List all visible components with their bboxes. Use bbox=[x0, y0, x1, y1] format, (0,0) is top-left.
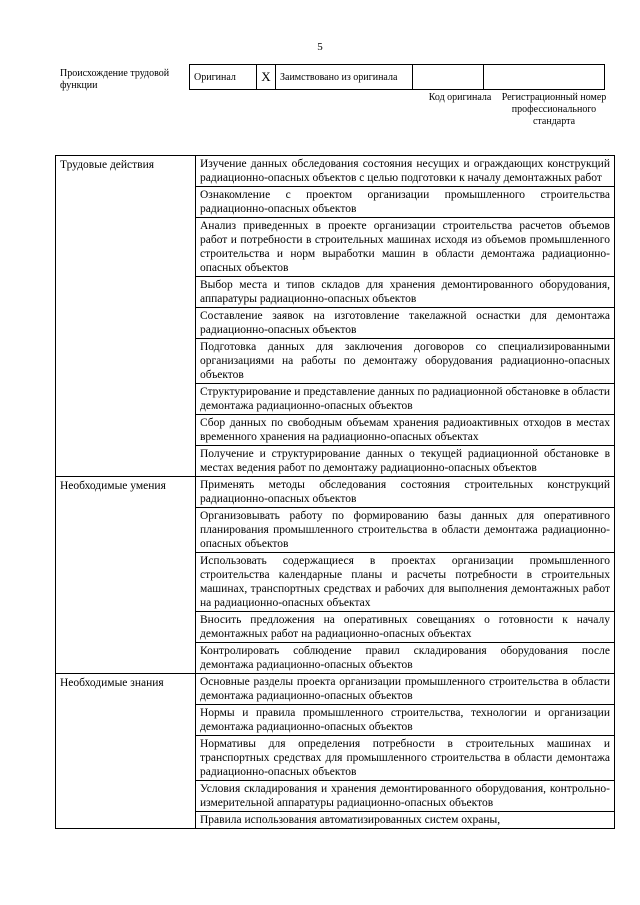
code-label: Код оригинала bbox=[428, 92, 492, 103]
section-item: Основные разделы проекта организации промышленного строительства в области демонтажа радиационно-опасных объектов bbox=[196, 674, 615, 705]
section-item: Нормы и правила промышленного строительства, технологии и организации демонтажа радиационно-опасных объектов bbox=[196, 705, 615, 736]
origin-label: Происхождение трудовой функции bbox=[60, 68, 170, 91]
section-title: Необходимые знания bbox=[56, 674, 196, 829]
section-item: Сбор данных по свободным объемам хранения радиоактивных отходов в местах временного хранения на радиационно-опасных объектах bbox=[196, 415, 615, 446]
section-item: Структурирование и представление данных по радиационной обстановке в области демонтажа радиационно-опасных объектов bbox=[196, 384, 615, 415]
section-item: Использовать содержащиеся в проектах организации промышленного строительства календарные планы и расчеты потребности в строительных машинах, транспортных средствах и рабочих для выполнения демонтажных работ на радиационно-опасных объектах bbox=[196, 553, 615, 612]
borrowed-cell: Заимствовано из оригинала bbox=[276, 65, 413, 90]
section-item: Составление заявок на изготовление такелажной оснастки для демонтажа радиационно-опасных объектов bbox=[196, 308, 615, 339]
section-item: Подготовка данных для заключения договоров со специализированными организациями на работы по демонтажу оборудования радиационно-опасных объектов bbox=[196, 339, 615, 384]
section-item: Организовывать работу по формированию базы данных для оперативного планирования промышленного строительства в области демонтажа радиационно-опасных объектов bbox=[196, 508, 615, 553]
table-row bbox=[56, 156, 615, 187]
reg-number-cell bbox=[484, 65, 605, 90]
section-title: Необходимые умения bbox=[56, 477, 196, 674]
section-item: Анализ приведенных в проекте организации строительства расчетов объемов работ и потребности в строительных машинах исходя из объемов промышленного строительства и норм выработки машин в области демонтажа радиационно-опасных объектов bbox=[196, 218, 615, 277]
labor-function-table bbox=[55, 155, 615, 829]
original-cell: Оригинал bbox=[190, 65, 257, 90]
section-item: Вносить предложения на оперативных совещаниях о готовности к началу демонтажных работ на радиационно-опасных объектах bbox=[196, 612, 615, 643]
original-mark: X bbox=[257, 65, 276, 90]
section-item: Применять методы обследования состояния строительных конструкций радиационно-опасных объектов bbox=[196, 477, 615, 508]
table-row bbox=[56, 674, 615, 705]
section-item: Нормативы для определения потребности в строительных машинах и транспортных средствах для промышленного строительства в области демонтажа радиационно-опасных объектов bbox=[196, 736, 615, 781]
section-item: Ознакомление с проектом организации промышленного строительства радиационно-опасных объектов bbox=[196, 187, 615, 218]
section-item: Получение и структурирование данных о текущей радиационной обстановке в местах ведения работ по демонтажу радиационно-опасных объектов bbox=[196, 446, 615, 477]
section-item: Правила использования автоматизированных систем охраны, bbox=[196, 812, 615, 829]
section-item: Изучение данных обследования состояния несущих и ограждающих конструкций радиационно-опасных объектов с целью подготовки к началу демонтажных работ bbox=[196, 156, 615, 187]
table-row bbox=[56, 477, 615, 508]
section-item: Условия складирования и хранения демонтированного оборудования, контрольно-измерительной аппаратуры радиационно-опасных объектов bbox=[196, 781, 615, 812]
section-item: Выбор места и типов складов для хранения демонтированного оборудования, аппаратуры радиационно-опасных объектов bbox=[196, 277, 615, 308]
code-cell bbox=[413, 65, 484, 90]
reg-number-label: Регистрационный номер профессионального стандарта bbox=[501, 92, 607, 127]
origin-table bbox=[189, 64, 605, 90]
section-item: Контролировать соблюдение правил складирования оборудования после демонтажа радиационно-опасных объектов bbox=[196, 643, 615, 674]
page-number: 5 bbox=[317, 41, 323, 53]
section-title: Трудовые действия bbox=[56, 156, 196, 477]
